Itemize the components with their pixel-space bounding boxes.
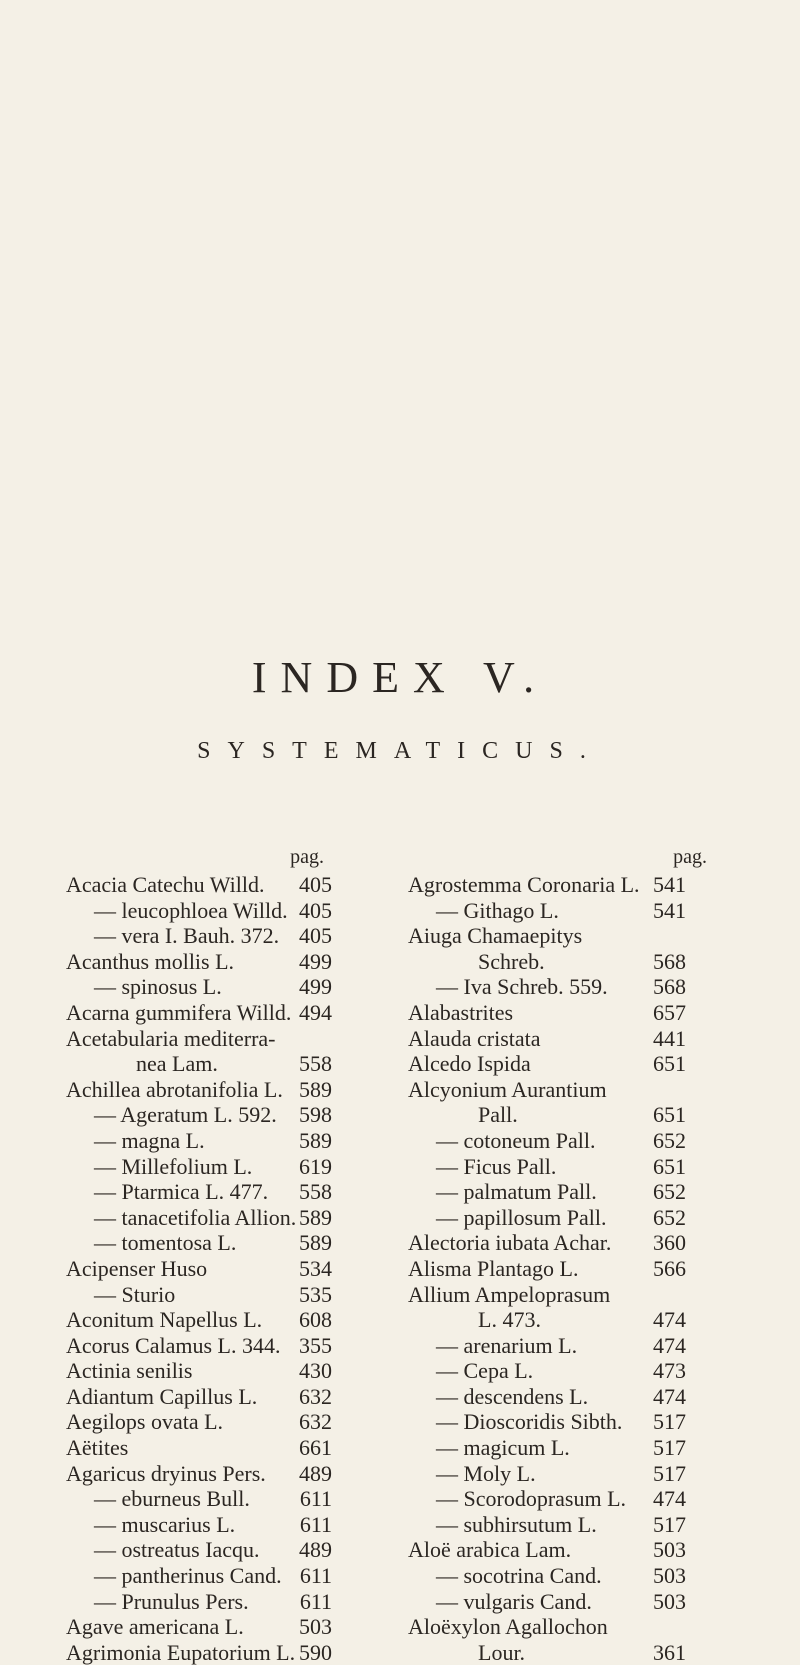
index-entry (408, 1461, 686, 1487)
index-entry (408, 1000, 686, 1026)
entry-name: nea Lam. (136, 1051, 218, 1077)
entry-name: — subhirsutum L. (436, 1511, 597, 1537)
pag-label: pag. (673, 846, 707, 868)
index-entry (408, 1154, 686, 1180)
entry-page: 611 (299, 1486, 332, 1512)
index-entry (66, 1000, 332, 1026)
index-entry (408, 1435, 686, 1461)
entry-name: — arenarium L. (436, 1332, 578, 1358)
entry-name: — leucophloea Willd. (94, 897, 288, 923)
left-column (66, 848, 426, 1665)
index-entry (408, 974, 686, 1000)
index-entry (66, 1179, 332, 1205)
entry-page: 474 (653, 1332, 686, 1358)
index-entry (408, 1614, 686, 1640)
entry-name: Acetabularia mediterra- (66, 1025, 276, 1051)
entry-name: — palmatum Pall. (436, 1179, 597, 1205)
entry-page: 651 (653, 1051, 686, 1077)
index-entry (66, 923, 332, 949)
index-entry (66, 1230, 332, 1256)
entry-page: 517 (653, 1460, 686, 1486)
entry-name: — descendens L. (436, 1383, 589, 1409)
entry-name: — Scorodoprasum L. (436, 1486, 627, 1512)
index-entry (408, 1128, 686, 1154)
index-entry (408, 1537, 686, 1563)
entry-name: Acipenser Huso (66, 1255, 208, 1281)
index-entry (66, 1640, 332, 1665)
right-entry-list (408, 872, 708, 1665)
entry-name: Agrimonia Eupatorium L. (66, 1639, 296, 1665)
index-subtitle: SYSTEMATICUS. (197, 738, 603, 764)
index-entry (66, 1512, 332, 1538)
index-entry (408, 1384, 686, 1410)
entry-name: — Githago L. (436, 897, 559, 923)
entry-page: 589 (299, 1076, 332, 1102)
entry-name: Schreb. (478, 948, 545, 974)
index-entry (408, 1077, 686, 1103)
index-entry (66, 974, 332, 1000)
entry-page: 568 (653, 974, 686, 1000)
index-entry (408, 1102, 686, 1128)
entry-name: Pall. (478, 1102, 518, 1128)
entry-page: 535 (299, 1281, 332, 1307)
entry-page: 474 (653, 1383, 686, 1409)
index-entry (66, 1589, 332, 1615)
index-entry (408, 1640, 686, 1665)
entry-name: — eburneus Bull. (94, 1486, 250, 1512)
right-pag-header (408, 848, 708, 872)
entry-name: — Ficus Pall. (436, 1153, 557, 1179)
entry-page: 503 (653, 1563, 686, 1589)
entry-name: Aloë arabica Lam. (408, 1537, 572, 1563)
entry-name: — Moly L. (436, 1460, 536, 1486)
entry-page: 598 (299, 1102, 332, 1128)
entry-page: 566 (653, 1255, 686, 1281)
index-entry (408, 1486, 686, 1512)
entry-page: 405 (299, 923, 332, 949)
index-entry (408, 1307, 686, 1333)
entry-page: 517 (653, 1511, 686, 1537)
entry-name: — pantherinus Cand. (94, 1563, 282, 1589)
entry-name: Alcedo Ispida (408, 1051, 531, 1077)
entry-name: Aloëxylon Agallochon (408, 1614, 608, 1640)
entry-page: 652 (653, 1204, 686, 1230)
entry-page: 541 (653, 897, 686, 923)
entry-page: 517 (653, 1409, 686, 1435)
index-entry (66, 1358, 332, 1384)
entry-name: Lour. (478, 1639, 526, 1665)
index-entry (408, 898, 686, 924)
entry-name: — magicum L. (436, 1435, 570, 1461)
entry-name: Adiantum Capillus L. (66, 1383, 258, 1409)
index-entry (66, 1307, 332, 1333)
index-entry (408, 1512, 686, 1538)
index-entry (408, 1205, 686, 1231)
index-entry (66, 1486, 332, 1512)
entry-name: Acarna gummifera Willd. (66, 999, 292, 1025)
entry-page: 430 (299, 1358, 332, 1384)
index-entry (408, 1256, 686, 1282)
index-entry (408, 1563, 686, 1589)
index-entry (408, 1026, 686, 1052)
entry-name: — socotrina Cand. (436, 1563, 602, 1589)
left-pag-header (66, 848, 426, 872)
index-entry (66, 1102, 332, 1128)
entry-page: 661 (299, 1435, 332, 1461)
index-entry (66, 1077, 332, 1103)
entry-page: 568 (653, 948, 686, 974)
entry-page: 503 (653, 1537, 686, 1563)
index-entry (66, 949, 332, 975)
index-entry (66, 1614, 332, 1640)
right-column (408, 848, 708, 1665)
entry-name: Aconitum Napellus L. (66, 1307, 263, 1333)
entry-page: 589 (299, 1127, 332, 1153)
entry-name: Allium Ampeloprasum (408, 1281, 611, 1307)
entry-name: — Iva Schreb. 559. (436, 974, 608, 1000)
entry-name: — Ageratum L. 592. (94, 1102, 277, 1128)
entry-page: 651 (653, 1102, 686, 1128)
entry-page: 541 (653, 872, 686, 897)
pag-label: pag. (290, 846, 324, 868)
entry-name: Agrostemma Coronaria L. (408, 872, 640, 897)
entry-page: 503 (299, 1614, 332, 1640)
entry-name: Alectoria iubata Achar. (408, 1230, 612, 1256)
entry-page: 657 (653, 999, 686, 1025)
left-entry-list (66, 872, 426, 1665)
entry-page: 405 (299, 897, 332, 923)
index-entry (408, 1409, 686, 1435)
entry-page: 608 (299, 1307, 332, 1333)
index-entry (66, 1435, 332, 1461)
entry-name: — vera I. Bauh. 372. (94, 923, 280, 949)
index-entry (66, 1461, 332, 1487)
entry-page: 611 (299, 1511, 332, 1537)
index-entry (408, 1230, 686, 1256)
entry-name: Aiuga Chamaepitys (408, 923, 583, 949)
entry-name: — Cepa L. (436, 1358, 534, 1384)
entry-name: — Sturio (94, 1281, 176, 1307)
entry-name: — cotoneum Pall. (436, 1127, 596, 1153)
entry-name: Aëtites (66, 1435, 129, 1461)
index-entry (66, 898, 332, 924)
entry-name: Actinia senilis (66, 1358, 193, 1384)
entry-name: — Millefolium L. (94, 1153, 253, 1179)
entry-page: 405 (299, 872, 332, 897)
entry-page: 632 (299, 1409, 332, 1435)
entry-name: Alcyonium Aurantium (408, 1076, 607, 1102)
index-entry (408, 1358, 686, 1384)
index-title: INDEX V. (251, 653, 549, 702)
index-entry (408, 1333, 686, 1359)
entry-page: 632 (299, 1383, 332, 1409)
entry-name: Agave americana L. (66, 1614, 244, 1640)
index-entry (66, 1051, 332, 1077)
entry-page: 652 (653, 1127, 686, 1153)
entry-page: 474 (653, 1486, 686, 1512)
entry-page: 619 (299, 1153, 332, 1179)
index-entry (66, 1205, 332, 1231)
entry-name: Alabastrites (408, 999, 514, 1025)
index-entry (408, 1589, 686, 1615)
index-entry (66, 1026, 332, 1052)
index-entry (408, 1051, 686, 1077)
index-entry (408, 1179, 686, 1205)
index-entry (66, 1333, 332, 1359)
entry-page: 474 (653, 1307, 686, 1333)
entry-page: 473 (653, 1358, 686, 1384)
entry-page: 611 (299, 1563, 332, 1589)
index-entry (66, 1282, 332, 1308)
entry-name: Acanthus mollis L. (66, 948, 235, 974)
entry-name: — spinosus L. (94, 974, 222, 1000)
index-entry (408, 923, 686, 949)
index-entry (66, 1409, 332, 1435)
entry-name: Acorus Calamus L. 344. (66, 1332, 281, 1358)
entry-page: 499 (299, 948, 332, 974)
index-entry (66, 1537, 332, 1563)
index-entry (408, 949, 686, 975)
entry-page: 589 (299, 1230, 332, 1256)
index-entry (66, 1128, 332, 1154)
entry-name: Agaricus dryinus Pers. (66, 1460, 266, 1486)
entry-name: — tomentosa L. (94, 1230, 237, 1256)
entry-name: — Dioscoridis Sibth. (436, 1409, 623, 1435)
entry-name: — tanacetifolia Allion. (94, 1204, 297, 1230)
entry-name: — papillosum Pall. (436, 1204, 607, 1230)
entry-page: 652 (653, 1179, 686, 1205)
entry-name: — muscarius L. (94, 1511, 236, 1537)
index-entry (408, 872, 686, 898)
entry-page: 590 (299, 1639, 332, 1665)
entry-page: 489 (299, 1460, 332, 1486)
entry-page: 489 (299, 1537, 332, 1563)
entry-name: Acacia Catechu Willd. (66, 872, 265, 897)
entry-page: 494 (299, 999, 332, 1025)
entry-page: 589 (299, 1204, 332, 1230)
entry-page: 503 (653, 1588, 686, 1614)
entry-page: 360 (653, 1230, 686, 1256)
entry-page: 558 (299, 1051, 332, 1077)
index-entry (66, 1384, 332, 1410)
index-entry (66, 1563, 332, 1589)
entry-page: 517 (653, 1435, 686, 1461)
entry-name: — Ptarmica L. 477. (94, 1179, 269, 1205)
entry-page: 499 (299, 974, 332, 1000)
entry-page: 441 (653, 1025, 686, 1051)
entry-name: Alisma Plantago L. (408, 1255, 579, 1281)
index-entry (66, 1256, 332, 1282)
entry-page: 651 (653, 1153, 686, 1179)
entry-name: Aegilops ovata L. (66, 1409, 224, 1435)
entry-name: L. 473. (478, 1307, 541, 1333)
entry-name: — vulgaris Cand. (436, 1588, 592, 1614)
entry-name: — Prunulus Pers. (94, 1588, 249, 1614)
index-entry (408, 1282, 686, 1308)
entry-name: — magna L. (94, 1127, 205, 1153)
entry-name: — ostreatus Iacqu. (94, 1537, 260, 1563)
entry-page: 361 (653, 1639, 686, 1665)
entry-name: Alauda cristata (408, 1025, 541, 1051)
entry-page: 558 (299, 1179, 332, 1205)
entry-name: Achillea abrotanifolia L. (66, 1076, 283, 1102)
entry-page: 611 (299, 1588, 332, 1614)
entry-page: 355 (299, 1332, 332, 1358)
index-entry (66, 1154, 332, 1180)
entry-page: 534 (299, 1255, 332, 1281)
index-entry (66, 872, 332, 898)
